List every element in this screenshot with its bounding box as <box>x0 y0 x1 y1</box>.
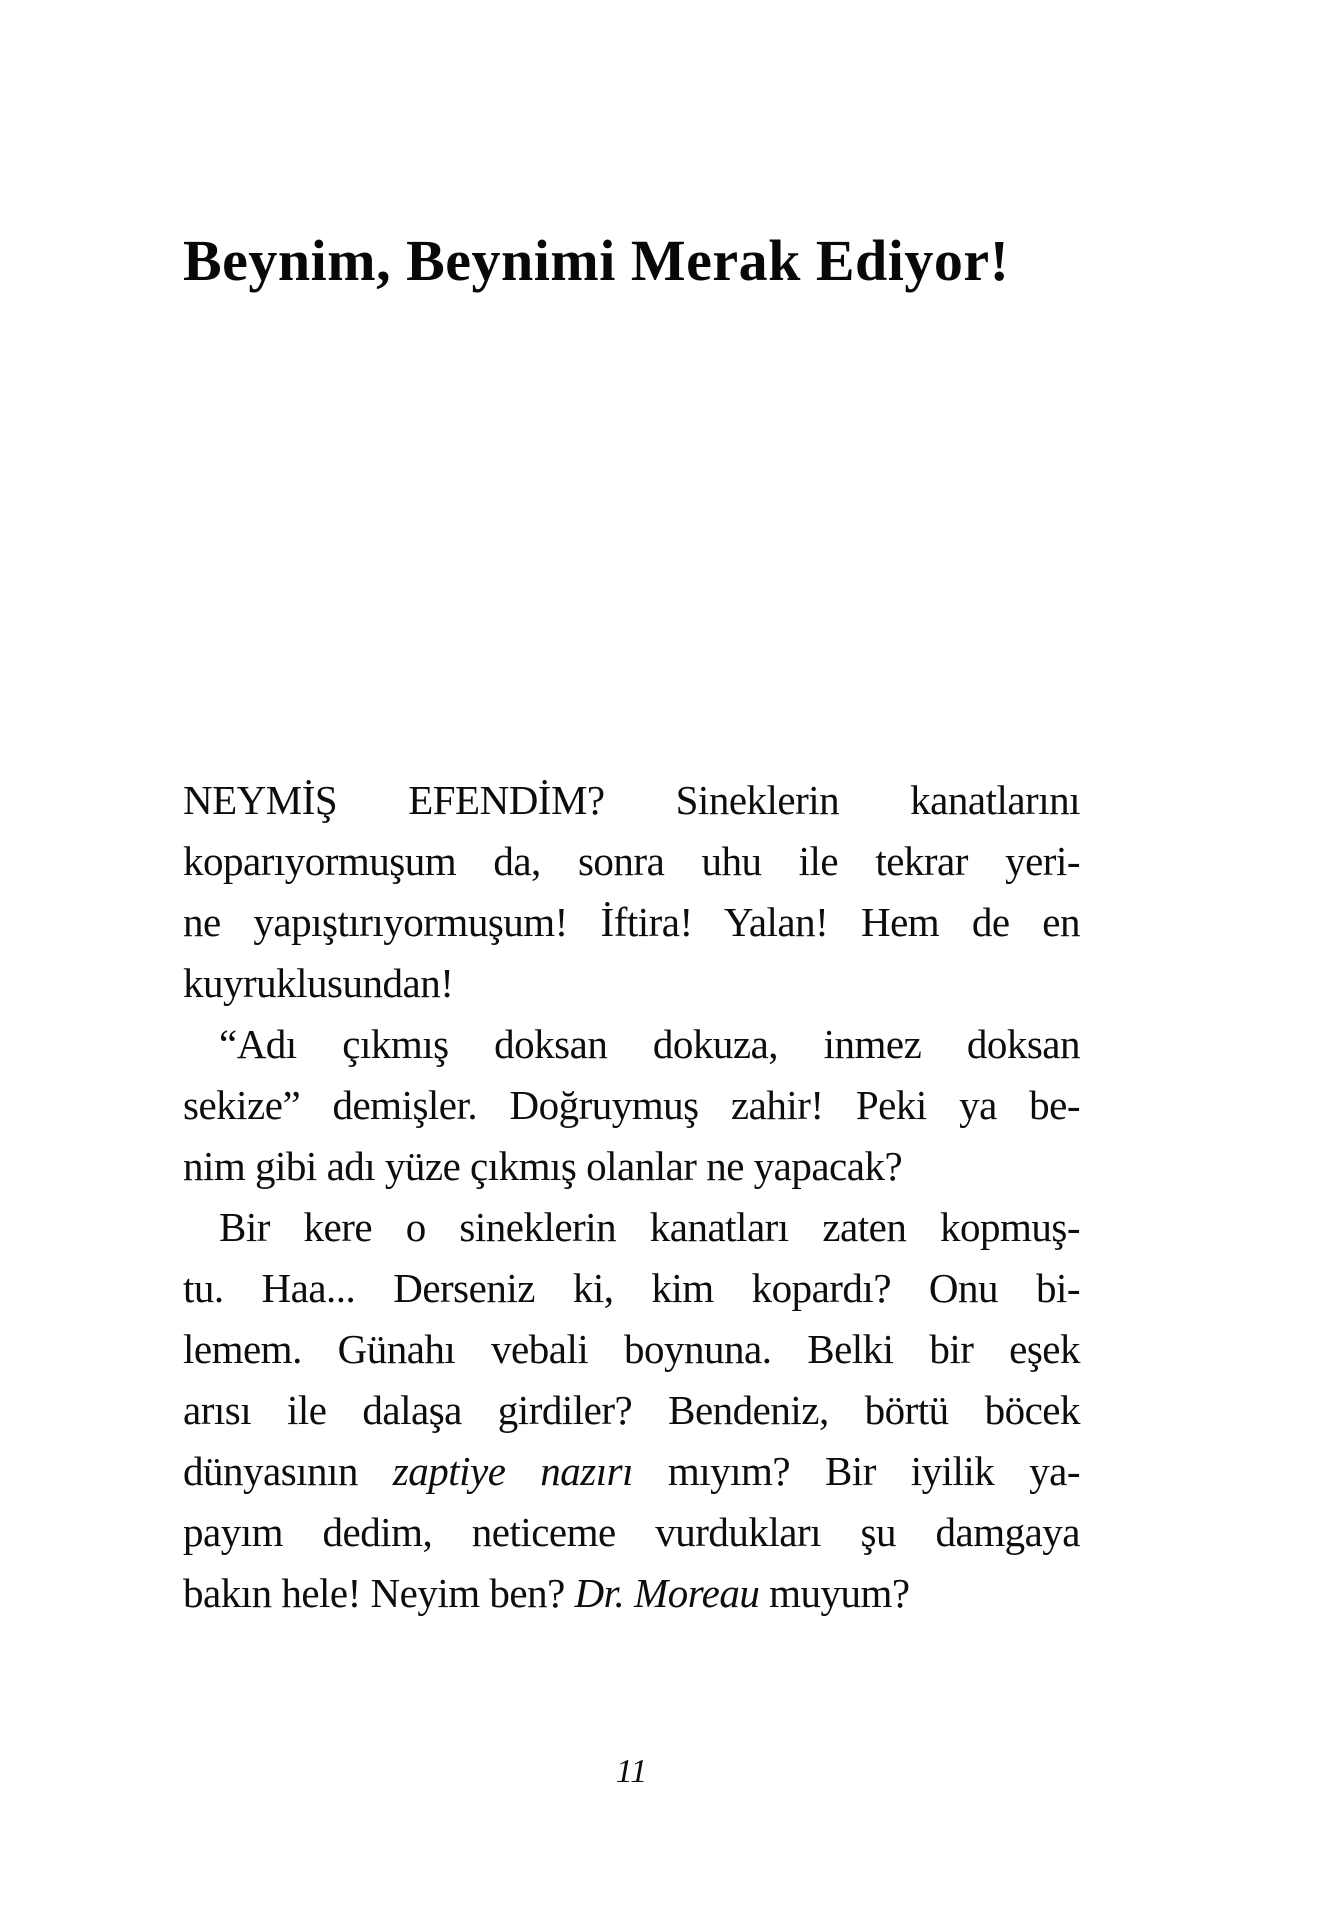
text-segment: sekize” demişler. Doğruymuş zahir! Peki ya be- <box>183 1082 1080 1128</box>
text-segment: payım dedim, neticeme vurdukları şu damgaya <box>183 1509 1080 1555</box>
text-line <box>183 1502 1080 1563</box>
text-line <box>183 953 1080 1014</box>
text-segment: kuyruklusundan! <box>183 960 454 1006</box>
text-segment: tu. Haa... Derseniz ki, kim kopardı? Onu bi- <box>183 1265 1080 1311</box>
text-segment: nim gibi adı yüze çıkmış olanlar ne yapacak? <box>183 1143 903 1189</box>
text-line <box>183 1319 1080 1380</box>
text-line <box>183 892 1080 953</box>
text-segment: Bir kere o sineklerin kanatları zaten kopmuş- <box>219 1204 1080 1250</box>
italic-phrase: Dr. Moreau <box>574 1570 760 1616</box>
text-line <box>183 1258 1080 1319</box>
text-line <box>183 1075 1080 1136</box>
text-segment: lemem. Günahı vebali boynuna. Belki bir eşek <box>183 1326 1080 1372</box>
text-segment: ne yapıştırıyormuşum! İftira! Yalan! Hem de en <box>183 899 1080 945</box>
text-segment: muyum? <box>759 1570 910 1616</box>
text-line <box>183 1197 1080 1258</box>
text-line <box>183 1136 1080 1197</box>
text-segment: “Adı çıkmış doksan dokuza, inmez doksan <box>219 1021 1080 1067</box>
text-line <box>183 1441 1080 1502</box>
text-line <box>183 831 1080 892</box>
page-number: 11 <box>615 1753 648 1790</box>
text-line <box>183 1563 1080 1624</box>
text-segment: NEYMİŞ EFENDİM? Sineklerin kanatlarını <box>183 777 1080 823</box>
text-line <box>183 1380 1080 1441</box>
text-segment: koparıyormuşum da, sonra uhu ile tekrar yeri- <box>183 838 1080 884</box>
chapter-title: Beynim, Beynimi Merak Ediyor! <box>183 228 1010 293</box>
text-line <box>183 1014 1080 1075</box>
italic-phrase: zaptiye nazırı <box>392 1448 633 1494</box>
text-segment: bakın hele! Neyim ben? <box>183 1570 575 1616</box>
text-line <box>183 770 1080 831</box>
text-segment: dünyasının <box>183 1448 393 1494</box>
text-segment: mıyım? Bir iyilik ya- <box>632 1448 1080 1494</box>
body-text <box>183 770 1080 1624</box>
text-segment: arısı ile dalaşa girdiler? Bendeniz, börtü böcek <box>183 1387 1080 1433</box>
